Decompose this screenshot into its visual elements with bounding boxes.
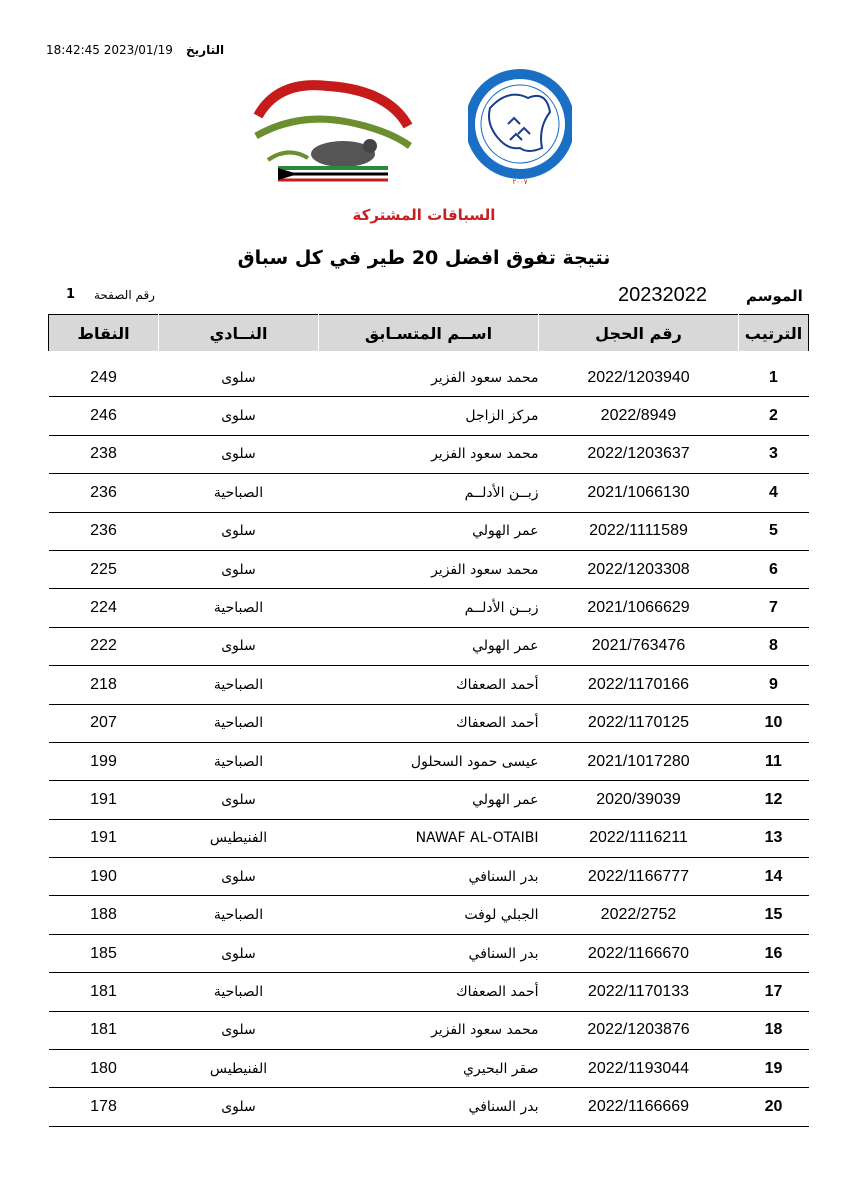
ring-number-cell: 2021/1066629 [539,589,739,627]
points-cell: 236 [49,474,159,512]
club-cell: سلوى [159,1088,319,1126]
rank-cell: 9 [739,666,809,704]
club-cell: سلوى [159,1011,319,1049]
competitor-name-cell: أحمد الصعفاك [319,973,539,1011]
club-cell: الصباحية [159,474,319,512]
club-cell: الفنيطيس [159,1050,319,1088]
competitor-name-cell: صقر البحيري [319,1050,539,1088]
club-cell: سلوى [159,512,319,550]
table-row [49,781,809,819]
club-logo [238,76,418,188]
ring-number-cell: 2022/1166777 [539,858,739,896]
club-cell: سلوى [159,550,319,588]
table-row [49,589,809,627]
competitor-name-cell: محمد سعود الفزير [319,550,539,588]
page-number-label: رقم الصفحة [94,288,155,302]
table-row [49,550,809,588]
competitor-name-cell: زبــن الأدلــم [319,474,539,512]
rank-cell: 1 [739,355,809,397]
club-cell: الصباحية [159,973,319,1011]
table-row [49,512,809,550]
table-row [49,355,809,397]
rank-cell: 8 [739,627,809,665]
rank-cell: 11 [739,742,809,780]
competitor-name-cell: زبــن الأدلــم [319,589,539,627]
print-datetime: 18:42:45 2023/01/19 [46,43,173,57]
club-cell: سلوى [159,934,319,972]
competitor-name-cell: محمد سعود الفزير [319,435,539,473]
rank-cell: 7 [739,589,809,627]
competitor-name-cell: بدر السنافي [319,858,539,896]
rank-cell: 2 [739,397,809,435]
points-cell: 180 [49,1050,159,1088]
rank-cell: 4 [739,474,809,512]
table-row [49,1050,809,1088]
table-row [49,934,809,972]
points-cell: 236 [49,512,159,550]
table-header-row [49,315,809,356]
table-row [49,397,809,435]
points-cell: 238 [49,435,159,473]
points-cell: 224 [49,589,159,627]
col-header-points: النقاط [49,315,159,356]
competitor-name-cell: أحمد الصعفاك [319,666,539,704]
table-row [49,474,809,512]
club-cell: سلوى [159,781,319,819]
club-cell: الصباحية [159,896,319,934]
rank-cell: 14 [739,858,809,896]
table-row [49,819,809,857]
table-row [49,666,809,704]
points-cell: 218 [49,666,159,704]
rank-cell: 18 [739,1011,809,1049]
ring-number-cell: 2021/763476 [539,627,739,665]
points-cell: 178 [49,1088,159,1126]
ring-number-cell: 2022/2752 [539,896,739,934]
table-row [49,704,809,742]
results-table [48,314,809,1127]
table-row [49,627,809,665]
points-cell: 181 [49,1011,159,1049]
rank-cell: 19 [739,1050,809,1088]
points-cell: 191 [49,819,159,857]
club-cell: سلوى [159,355,319,397]
club-cell: سلوى [159,435,319,473]
points-cell: 190 [49,858,159,896]
rank-cell: 13 [739,819,809,857]
svg-text:٢٠٠٧: ٢٠٠٧ [512,178,528,186]
table-row [49,742,809,780]
page-title: نتيجة تفوق افضل 20 طير في كل سباق [237,247,611,269]
points-cell: 181 [49,973,159,1011]
points-cell: 185 [49,934,159,972]
competitor-name-cell: مركز الزاجل [319,397,539,435]
table-row [49,896,809,934]
rank-cell: 3 [739,435,809,473]
table-row [49,973,809,1011]
table-row [49,1011,809,1049]
club-cell: الصباحية [159,666,319,704]
points-cell: 249 [49,355,159,397]
club-cell: سلوى [159,858,319,896]
points-cell: 199 [49,742,159,780]
rank-cell: 20 [739,1088,809,1126]
rank-cell: 15 [739,896,809,934]
competitor-name-cell: الجبلي لوفت [319,896,539,934]
rank-cell: 6 [739,550,809,588]
table-row [49,858,809,896]
ring-number-cell: 2020/39039 [539,781,739,819]
rank-cell: 12 [739,781,809,819]
points-cell: 225 [49,550,159,588]
table-row [49,1088,809,1126]
ring-number-cell: 2022/1166670 [539,934,739,972]
rank-cell: 10 [739,704,809,742]
rank-cell: 17 [739,973,809,1011]
rank-cell: 16 [739,934,809,972]
season-value: 20232022 [618,284,707,306]
ring-number-cell: 2021/1017280 [539,742,739,780]
club-cell: الصباحية [159,742,319,780]
points-cell: 222 [49,627,159,665]
ring-number-cell: 2022/1170166 [539,666,739,704]
rank-cell: 5 [739,512,809,550]
points-cell: 188 [49,896,159,934]
col-header-rank: الترتيب [739,315,809,356]
season-label: الموسم [746,287,803,305]
federation-logo [468,68,572,188]
competitor-name-cell: بدر السنافي [319,1088,539,1126]
competitor-name-cell: محمد سعود الفزير [319,355,539,397]
ring-number-cell: 2022/1193044 [539,1050,739,1088]
club-cell: الفنيطيس [159,819,319,857]
col-header-name: اســم المتسـابق [319,315,539,356]
ring-number-cell: 2022/1203940 [539,355,739,397]
competitor-name-cell: عمر الهولي [319,627,539,665]
ring-number-cell: 2022/1170125 [539,704,739,742]
competitor-name-cell: عمر الهولي [319,781,539,819]
col-header-ring: رقم الحجل [539,315,739,356]
subtitle: السباقات المشتركة [352,206,496,224]
competitor-name-cell: NAWAF AL-OTAIBI [319,819,539,857]
ring-number-cell: 2022/1116211 [539,819,739,857]
table-row [49,435,809,473]
col-header-club: النــادي [159,315,319,356]
club-cell: سلوى [159,397,319,435]
date-label: التاريخ [186,43,225,57]
competitor-name-cell: محمد سعود الفزير [319,1011,539,1049]
club-cell: الصباحية [159,704,319,742]
ring-number-cell: 2022/1203637 [539,435,739,473]
ring-number-cell: 2021/1066130 [539,474,739,512]
page-number: 1 [66,287,76,302]
points-cell: 246 [49,397,159,435]
competitor-name-cell: أحمد الصعفاك [319,704,539,742]
points-cell: 191 [49,781,159,819]
club-cell: الصباحية [159,589,319,627]
ring-number-cell: 2022/1111589 [539,512,739,550]
competitor-name-cell: عيسى حمود السحلول [319,742,539,780]
ring-number-cell: 2022/1203308 [539,550,739,588]
ring-number-cell: 2022/1170133 [539,973,739,1011]
ring-number-cell: 2022/1166669 [539,1088,739,1126]
competitor-name-cell: بدر السنافي [319,934,539,972]
club-cell: سلوى [159,627,319,665]
competitor-name-cell: عمر الهولي [319,512,539,550]
ring-number-cell: 2022/8949 [539,397,739,435]
points-cell: 207 [49,704,159,742]
ring-number-cell: 2022/1203876 [539,1011,739,1049]
